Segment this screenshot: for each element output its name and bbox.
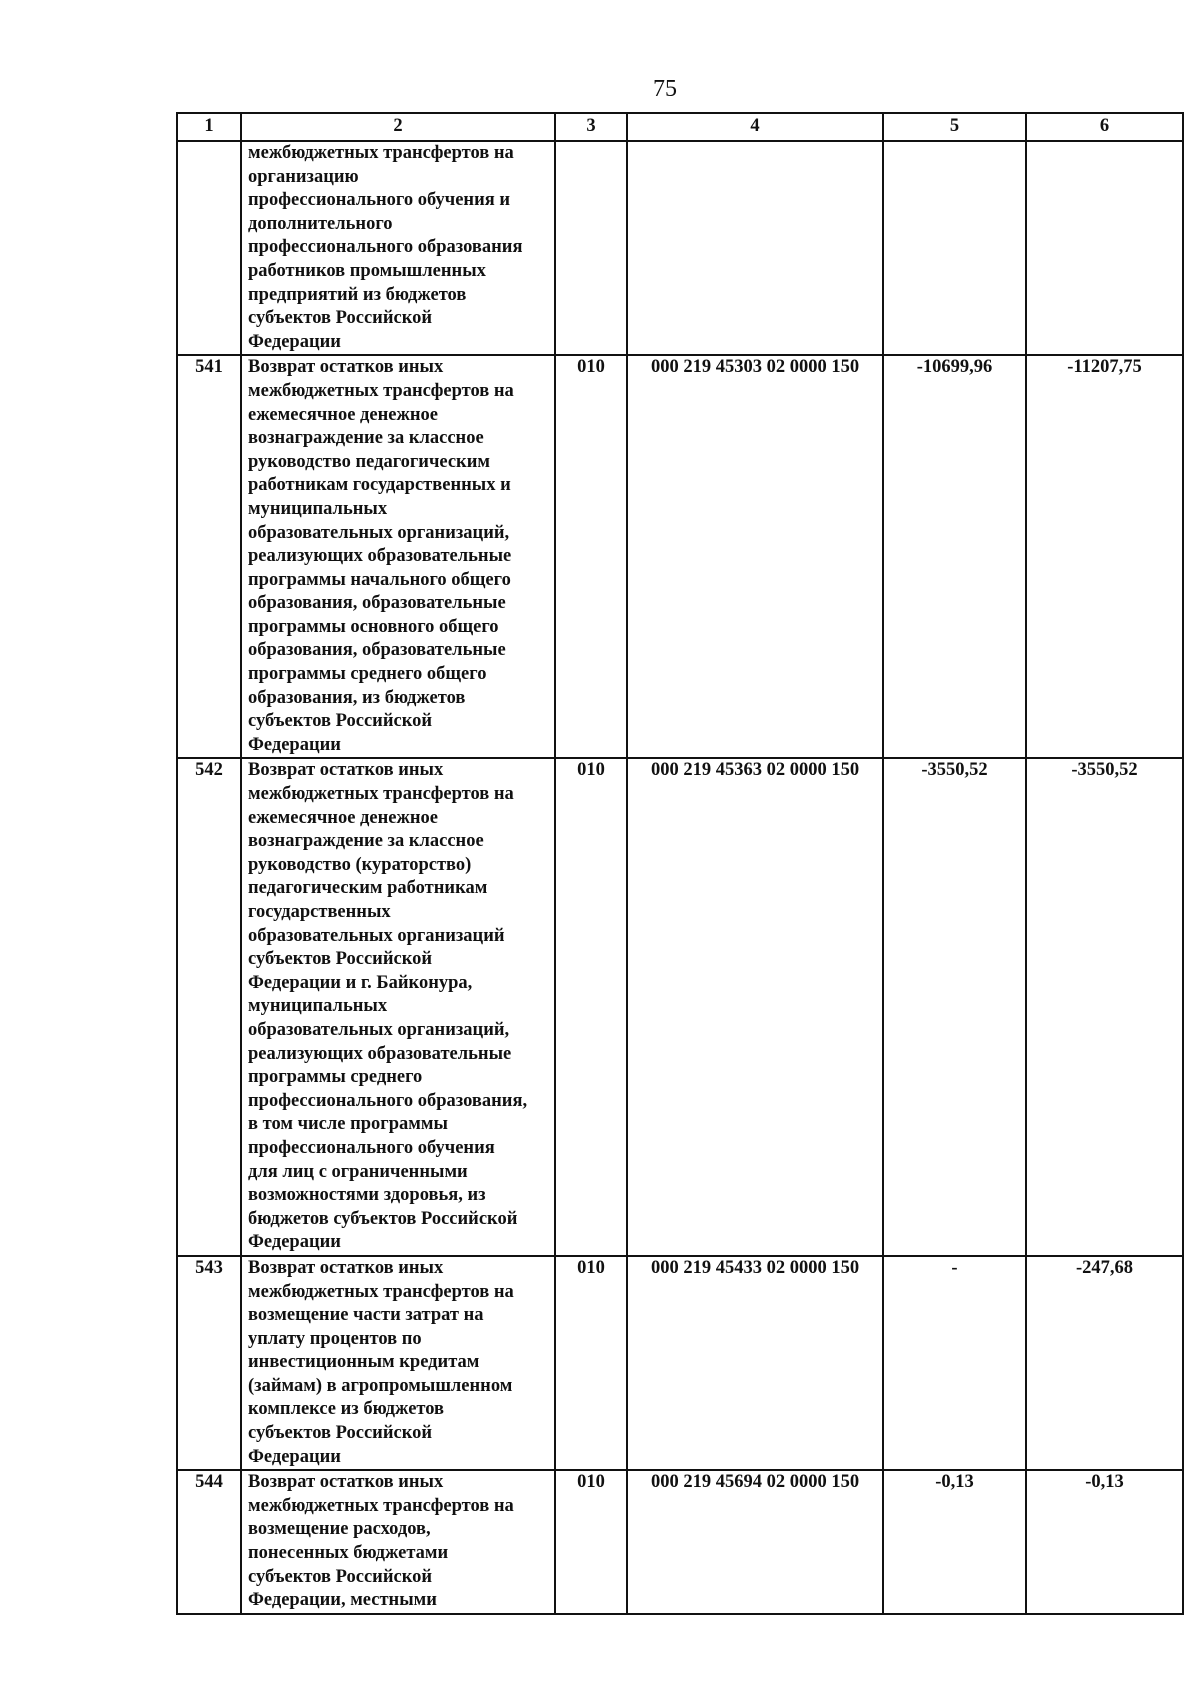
description-line: понесенных бюджетами xyxy=(248,1543,449,1564)
amount-col6-cell: -3550,52 xyxy=(1026,758,1183,1255)
description-line: программы основного общего xyxy=(248,616,499,637)
description-line: программы среднего xyxy=(248,1067,423,1088)
table-row xyxy=(177,141,1183,355)
description-line: профессионального образования xyxy=(248,237,523,258)
description-line: возможностями здоровья, из xyxy=(248,1185,486,1206)
description-line: государственных xyxy=(248,902,391,922)
description-line: инвестиционным кредитам xyxy=(248,1352,480,1373)
description-line: возмещение части затрат на xyxy=(248,1305,484,1326)
description-line: межбюджетных трансфертов на xyxy=(248,1281,514,1302)
page-number: 75 xyxy=(653,76,677,102)
description-line: реализующих образовательные xyxy=(248,546,512,567)
table-row xyxy=(177,1256,1183,1470)
table-row xyxy=(177,1470,1183,1614)
description-line: в том числе программы xyxy=(248,1114,448,1135)
amount-col5-cell: - xyxy=(883,1256,1026,1470)
table-body xyxy=(177,141,1183,1614)
description-line: Федерации и г. Байконура, xyxy=(248,972,473,993)
budget-classification-code-cell xyxy=(627,141,883,355)
amount-col5-cell: -0,13 xyxy=(883,1470,1026,1614)
description-line: предприятий из бюджетов xyxy=(248,284,467,305)
budget-classification-code-cell: 000 219 45303 02 0000 150 xyxy=(627,355,883,758)
description-cell xyxy=(241,355,555,758)
description-line: профессионального обучения xyxy=(248,1137,495,1158)
description-cell xyxy=(241,1470,555,1614)
description-line: субъектов Российской xyxy=(248,711,433,732)
description-line: Возврат остатков иных xyxy=(248,1257,444,1278)
budget-classification-code-cell: 000 219 45694 02 0000 150 xyxy=(627,1470,883,1614)
description-line: возмещение расходов, xyxy=(248,1519,431,1540)
amount-col6-cell: -11207,75 xyxy=(1026,355,1183,758)
description-line: межбюджетных трансфертов на xyxy=(248,143,514,163)
amount-col6-cell: -0,13 xyxy=(1026,1470,1183,1614)
budget-classification-code-cell: 000 219 45363 02 0000 150 xyxy=(627,758,883,1255)
amount-col5-cell: -3550,52 xyxy=(883,758,1026,1255)
description-line: профессионального обучения и xyxy=(248,190,511,211)
header-col-5: 5 xyxy=(883,113,1026,141)
description-line: Федерации xyxy=(248,331,341,352)
description-cell xyxy=(241,758,555,1255)
administrator-code-cell: 010 xyxy=(555,355,627,758)
row-number-cell: 542 xyxy=(177,758,241,1255)
description-line: ежемесячное денежное xyxy=(248,807,439,828)
administrator-code-cell: 010 xyxy=(555,1256,627,1470)
description-line: бюджетов субъектов Российской xyxy=(248,1208,518,1229)
description-line: образования, образовательные xyxy=(248,640,506,661)
description-line: реализующих образовательные xyxy=(248,1043,512,1064)
description-line: Федерации xyxy=(248,734,341,755)
row-number-cell: 543 xyxy=(177,1256,241,1470)
header-col-6: 6 xyxy=(1026,113,1183,141)
description-line: ежемесячное денежное xyxy=(248,404,439,425)
description-line: уплату процентов по xyxy=(248,1328,422,1349)
amount-col6-cell xyxy=(1026,141,1183,355)
description-line: организацию xyxy=(248,166,359,187)
description-line: образовательных организаций, xyxy=(248,1019,510,1040)
table-row xyxy=(177,355,1183,758)
description-line: образования, из бюджетов xyxy=(248,687,466,708)
row-number-cell: 541 xyxy=(177,355,241,758)
amount-col5-cell xyxy=(883,141,1026,355)
header-col-3: 3 xyxy=(555,113,627,141)
description-cell xyxy=(241,141,555,355)
administrator-code-cell xyxy=(555,141,627,355)
description-line: Федерации, местными xyxy=(248,1590,437,1611)
description-line: профессионального образования, xyxy=(248,1090,528,1111)
description-line: субъектов Российской xyxy=(248,1566,433,1587)
description-line: субъектов Российской xyxy=(248,949,433,970)
description-line: межбюджетных трансфертов на xyxy=(248,1495,514,1516)
description-line: образовательных организаций xyxy=(248,925,505,946)
administrator-code-cell: 010 xyxy=(555,758,627,1255)
description-line: дополнительного xyxy=(248,213,393,234)
description-line: руководство (кураторство) xyxy=(248,854,472,875)
description-line: межбюджетных трансфертов на xyxy=(248,380,514,401)
description-line: образования, образовательные xyxy=(248,593,506,614)
description-line: межбюджетных трансфертов на xyxy=(248,784,514,805)
description-line: образовательных организаций, xyxy=(248,522,510,543)
description-line: работников промышленных xyxy=(248,260,486,281)
description-line: вознаграждение за классное xyxy=(248,831,484,852)
header-col-2: 2 xyxy=(241,113,555,141)
description-line: муниципальных xyxy=(248,996,388,1017)
description-line: программы начального общего xyxy=(248,569,511,590)
description-line: Возврат остатков иных xyxy=(248,357,444,378)
description-line: Возврат остатков иных xyxy=(248,1472,444,1493)
table-header-row xyxy=(177,113,1183,141)
header-col-1: 1 xyxy=(177,113,241,141)
budget-classification-code-cell: 000 219 45433 02 0000 150 xyxy=(627,1256,883,1470)
amount-col5-cell: -10699,96 xyxy=(883,355,1026,758)
description-line: Федерации xyxy=(248,1446,341,1467)
administrator-code-cell: 010 xyxy=(555,1470,627,1614)
description-line: Возврат остатков иных xyxy=(248,760,444,781)
row-number-cell xyxy=(177,141,241,355)
description-line: субъектов Российской xyxy=(248,308,433,329)
description-line: вознаграждение за классное xyxy=(248,428,484,449)
description-line: руководство педагогическим xyxy=(248,451,490,472)
description-cell xyxy=(241,1256,555,1470)
description-line: для лиц с ограниченными xyxy=(248,1161,468,1182)
row-number-cell: 544 xyxy=(177,1470,241,1614)
description-line: муниципальных xyxy=(248,498,388,519)
description-line: субъектов Российской xyxy=(248,1423,433,1444)
description-line: работникам государственных и xyxy=(248,475,511,496)
amount-col6-cell: -247,68 xyxy=(1026,1256,1183,1470)
header-col-4: 4 xyxy=(627,113,883,141)
table-row xyxy=(177,758,1183,1255)
budget-table xyxy=(176,112,1184,1615)
description-line: комплексе из бюджетов xyxy=(248,1399,445,1420)
description-line: педагогическим работникам xyxy=(248,878,488,899)
description-line: программы среднего общего xyxy=(248,664,487,685)
description-line: (займам) в агропромышленном xyxy=(248,1375,513,1396)
description-line: Федерации xyxy=(248,1232,341,1253)
